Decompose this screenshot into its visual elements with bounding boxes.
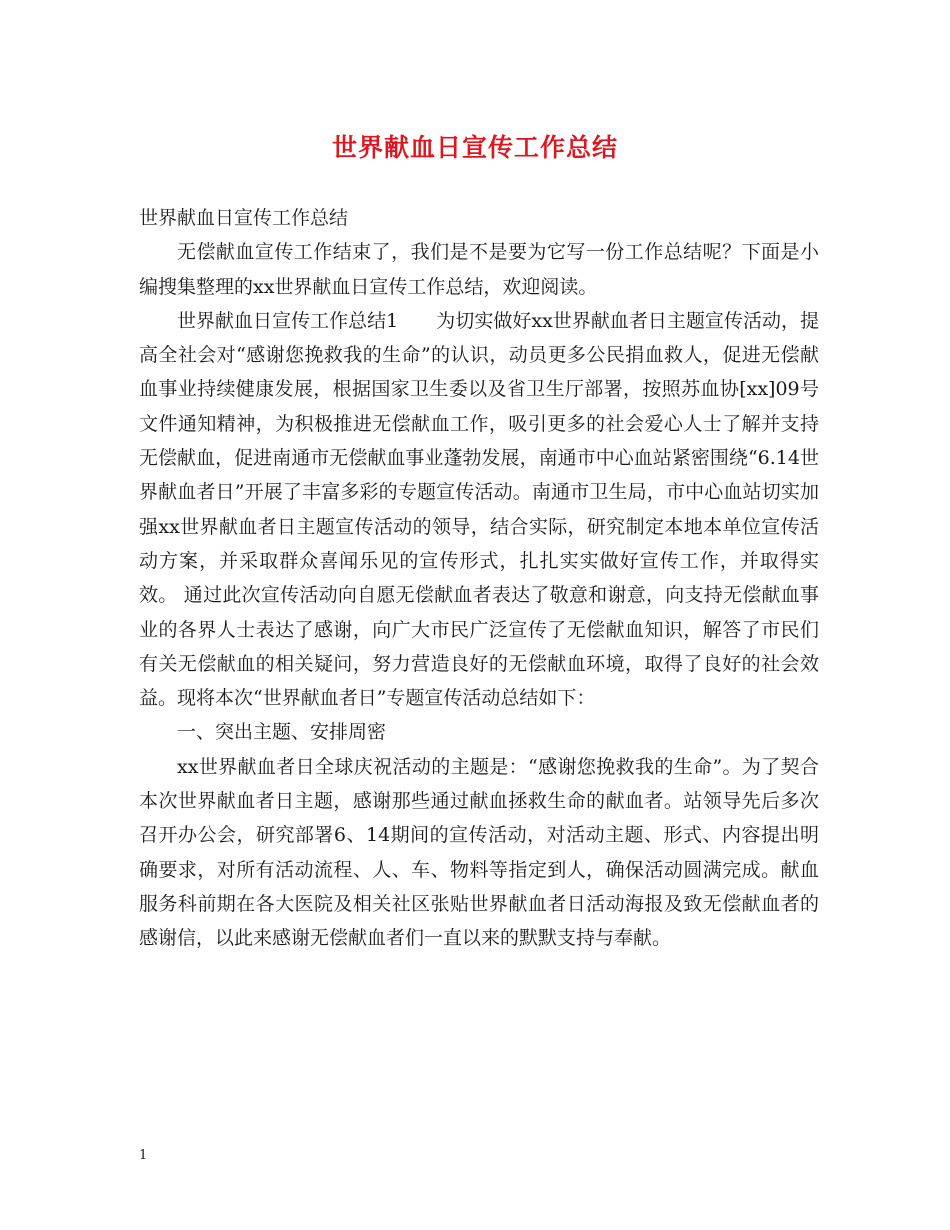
document-subtitle: 世界献血日宣传工作总结 [139, 207, 349, 229]
paragraph-theme: xx世界献血者日全球庆祝活动的主题是：“感谢您挽救我的生命”。为了契合本次世界献血者日主题，感谢那些通过献血拯救生命的献血者。站领导先后多次召开办公会，研究部署6、14期间的宣传活动，对活动主题、形式、内容提出明确要求，对所有活动流程、人、车、物料等指定到人，确保活动圆满完成。献血服务科前期在各大医院及相关社区张贴世界献血者日活动海报及致无偿献血者的感谢信，以此来感谢无偿献血者们一直以来的默默支持与奉献。 [139, 755, 819, 950]
document-title: 世界献血日宣传工作总结 [331, 133, 618, 162]
section-heading: 一、突出主题、安排周密 [177, 721, 387, 744]
document-body [139, 201, 819, 956]
page-number: 1 [139, 1148, 148, 1163]
paragraph-intro: 无偿献血宣传工作结束了，我们是不是要为它写一份工作总结呢？下面是小编搜集整理的xx世界献血日宣传工作总结，欢迎阅读。 [139, 241, 819, 298]
paragraph-summary-1: 世界献血日宣传工作总结1 为切实做好xx世界献血者日主题宣传活动，提高全社会对“感谢您挽救我的生命”的认识，动员更多公民捐血救人，促进无偿献血事业持续健康发展，根据国家卫生委以及省卫生厅部署，按照苏血协[xx]09号文件通知精神，为积极推进无偿献血工作，吸引更多的社会爱心人士了解并支持无偿献血，促进南通市无偿献血事业蓬勃发展，南通市中心血站紧密围绕“6.14世界献血者日”开展了丰富多彩的专题宣传活动。南通市卫生局，市中心血站切实加强xx世界献血者日主题宣传活动的领导，结合实际，研究制定本地本单位宣传活动方案，并采取群众喜闻乐见的宣传形式，扎扎实实做好宣传工作，并取得实效。 通过此次宣传活动向自愿无偿献血者表达了敬意和谢意，向支持无偿献血事业的各界人士表达了感谢，向广大市民广泛宣传了无偿献血知识，解答了市民们有关无偿献血的相关疑问，努力营造良好的无偿献血环境，取得了良好的社会效益。现将本次“世界献血者日”专题宣传活动总结如下： [139, 309, 819, 710]
